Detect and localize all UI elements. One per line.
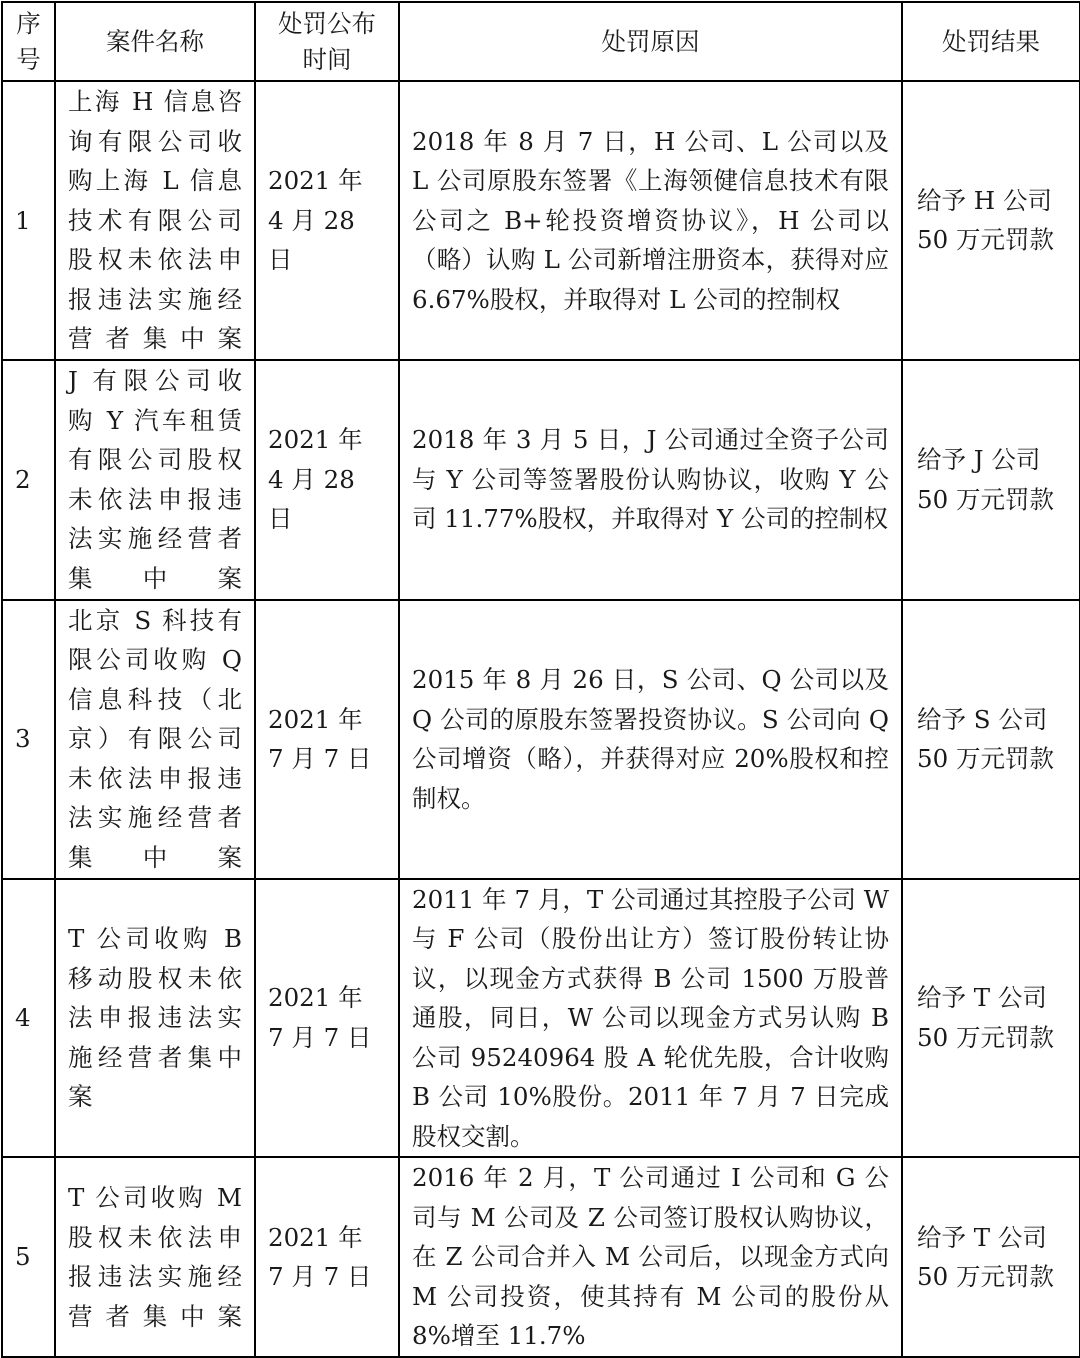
date-year: 2021 年 — [268, 704, 363, 734]
case-name-cell — [55, 879, 255, 1158]
case-name-line: 法实施经营者 — [68, 524, 242, 553]
date-day: 4 月 28 日 — [268, 464, 355, 534]
case-name-line: 上海 H 信息咨 — [68, 87, 242, 116]
result-line: 50 万元罚款 — [917, 744, 1054, 773]
result-cell — [902, 81, 1080, 360]
table-row — [2, 879, 1080, 1158]
case-name-line: 有限公司股权 — [68, 445, 242, 474]
result-cell — [902, 360, 1080, 600]
result-line: 50 万元罚款 — [917, 1022, 1054, 1052]
result-cell — [902, 600, 1080, 879]
date-day: 7 月 7 日 — [268, 1262, 372, 1291]
case-name-line: 移动股权未依 — [68, 963, 242, 993]
header-index-line-2: 号 — [16, 44, 41, 74]
header-date — [255, 2, 399, 81]
case-name-line: 营者集中案 — [68, 324, 242, 353]
date-year: 2021 年 — [268, 983, 363, 1013]
case-name-line: 购 Y 汽车租赁 — [68, 405, 242, 435]
case-name-line: J 有限公司收 — [68, 366, 242, 395]
case-name-cell — [55, 1157, 255, 1357]
row-index: 5 — [2, 1157, 55, 1357]
reason-cell: 2016 年 2 月，T 公司通过 I 公司和 G 公司与 M 公司及 Z 公司签订股权认购协议，在 Z 公司合并入 M 公司后，以现金方式向 M 公司投资，使其持有 M 公司的股份从 8%增至 11.7% — [399, 1157, 902, 1357]
case-name-line: T 公司收购 M — [68, 1183, 242, 1212]
case-name-line: 集中案 — [68, 563, 242, 593]
table-row — [2, 600, 1080, 879]
header-index — [2, 2, 55, 81]
row-index: 3 — [2, 600, 55, 879]
table-row — [2, 81, 1080, 360]
result-line: 给予 T 公司 — [917, 1222, 1047, 1252]
date-year: 2021 年 — [268, 425, 363, 455]
case-name-line: 京）有限公司 — [68, 724, 242, 754]
case-name-line: 报违法实施经 — [68, 284, 242, 314]
date-day: 7 月 7 日 — [268, 744, 372, 773]
case-name-line: 施经营者集中 — [68, 1042, 242, 1072]
row-index: 2 — [2, 360, 55, 600]
row-index: 4 — [2, 879, 55, 1158]
header-result: 处罚结果 — [902, 2, 1080, 81]
case-name-line: 未依法申报违 — [68, 763, 242, 793]
case-name-line: T 公司收购 B — [68, 924, 242, 953]
case-name-line: 法申报违法实 — [68, 1003, 242, 1032]
table-row — [2, 1157, 1080, 1357]
header-date-line-1: 处罚公布 — [278, 8, 376, 38]
case-name-cell — [55, 81, 255, 360]
row-index: 1 — [2, 81, 55, 360]
date-cell — [255, 360, 399, 600]
result-cell — [902, 1157, 1080, 1357]
date-cell — [255, 600, 399, 879]
case-name-line: 报违法实施经 — [68, 1262, 242, 1291]
case-name-line: 集中案 — [68, 842, 242, 872]
case-name-line: 案 — [68, 1082, 93, 1111]
case-name-line: 未依法申报违 — [68, 484, 242, 514]
result-line: 给予 H 公司 — [917, 185, 1052, 215]
case-name-cell — [55, 360, 255, 600]
case-name-line: 法实施经营者 — [68, 803, 242, 833]
case-name-line: 信息科技（北 — [68, 684, 242, 714]
result-line: 50 万元罚款 — [917, 225, 1054, 255]
date-year: 2021 年 — [268, 1222, 363, 1252]
case-name-line: 股权未依法申 — [68, 1222, 242, 1252]
reason-cell: 2018 年 8 月 7 日，H 公司、L 公司以及 L 公司原股东签署《上海领健信息技术有限公司之 B+轮投资增资协议》，H 公司以（略）认购 L 公司新增注册资本，获得对应 6.67%股权，并取得对 L 公司的控制权 — [399, 81, 902, 360]
case-name-line: 北京 S 科技有 — [68, 605, 242, 635]
date-year: 2021 年 — [268, 166, 363, 195]
case-name-line: 技术有限公司 — [68, 205, 242, 235]
result-cell — [902, 879, 1080, 1158]
case-name-line: 限公司收购 Q — [68, 645, 242, 675]
date-cell — [255, 879, 399, 1158]
header-index-line-1: 序 — [16, 8, 41, 38]
header-case-name: 案件名称 — [55, 2, 255, 81]
header-row — [2, 2, 1080, 81]
header-date-line-2: 时间 — [302, 44, 352, 74]
case-name-line: 营者集中案 — [68, 1301, 242, 1331]
date-cell — [255, 81, 399, 360]
result-line: 给予 J 公司 — [917, 445, 1041, 474]
date-day: 7 月 7 日 — [268, 1022, 372, 1052]
case-name-line: 股权未依法申 — [68, 245, 242, 274]
reason-cell: 2011 年 7 月，T 公司通过其控股子公司 W 与 F 公司（股份出让方）签订股份转让协议，以现金方式获得 B 公司 1500 万股普通股，同日，W 公司以现金方式另认购 B 公司 95240964 股 A 轮优先股，合计收购 B 公司 10%股份。2011 年 7 月 7 日完成股权交割。 — [399, 879, 902, 1158]
case-name-line: 购上海 L 信息 — [68, 166, 242, 195]
date-day: 4 月 28 日 — [268, 205, 355, 274]
result-line: 50 万元罚款 — [917, 484, 1054, 514]
reason-cell: 2018 年 3 月 5 日，J 公司通过全资子公司与 Y 公司等签署股份认购协议，收购 Y 公司 11.77%股权，并取得对 Y 公司的控制权 — [399, 360, 902, 600]
result-line: 给予 S 公司 — [917, 704, 1048, 734]
reason-cell: 2015 年 8 月 26 日，S 公司、Q 公司以及 Q 公司的原股东签署投资协议。S 公司向 Q 公司增资（略），并获得对应 20%股权和控制权。 — [399, 600, 902, 879]
result-line: 给予 T 公司 — [917, 983, 1047, 1013]
header-reason: 处罚原因 — [399, 2, 902, 81]
result-line: 50 万元罚款 — [917, 1262, 1054, 1291]
case-name-cell — [55, 600, 255, 879]
case-name-line: 询有限公司收 — [68, 126, 242, 156]
table-row — [2, 360, 1080, 600]
penalty-table — [1, 1, 1080, 1358]
date-cell — [255, 1157, 399, 1357]
